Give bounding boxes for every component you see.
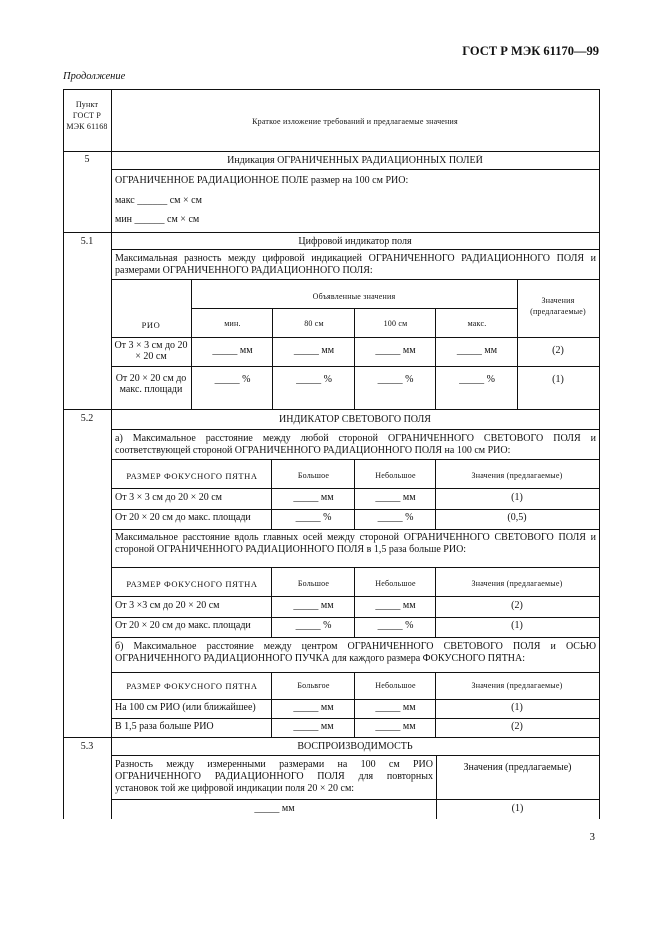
max-size-field: макс ______ см × см	[115, 195, 202, 206]
values-proposed-header: Значения (предлагаемые)	[471, 579, 563, 588]
section-text: Максимальная разность между цифровой индикацией ОГРАНИЧЕННОГО РАДИАЦИОННОГО ПОЛЯ и размерами ОГРАНИЧЕННОГО РАДИАЦИОННОГО ПОЛЯ:	[115, 253, 596, 276]
blank-field: _____ мм	[293, 721, 334, 732]
section-number: 5.2	[80, 413, 94, 424]
blank-field: _____ мм	[254, 803, 295, 814]
section-title: ИНДИКАТОР СВЕТОВОГО ПОЛЯ	[279, 414, 431, 425]
continuation-label: Продолжение	[63, 71, 126, 82]
blank-field: _____ мм	[375, 345, 416, 356]
large-header: Большое	[297, 579, 330, 588]
blank-field: _____ мм	[293, 702, 334, 713]
large-header: Большое	[297, 471, 330, 480]
row-label: От 3 × 3 см до 20 × 20 см	[115, 492, 222, 503]
page-number: 3	[589, 831, 595, 843]
focal-spot-header: РАЗМЕР ФОКУСНОГО ПЯТНА	[126, 681, 258, 691]
proposed-value: (1)	[511, 620, 523, 631]
blank-field: _____ мм	[375, 600, 416, 611]
blank-field: _____ %	[377, 374, 414, 385]
document-code: ГОСТ Р МЭК 61170—99	[462, 44, 599, 58]
proposed-value: (1)	[552, 374, 564, 385]
small-header: Небольшое	[375, 579, 416, 588]
values-proposed-header: Значения (предлагаемые)	[471, 681, 563, 690]
proposed-value: (2)	[552, 345, 564, 356]
blank-field: _____ мм	[375, 721, 416, 732]
section-text: а) Максимальное расстояние между любой стороной ОГРАНИЧЕННОГО СВЕТОВОГО ПОЛЯ и соответствующей стороной ОГРАНИЧЕННОГО РАДИАЦИОННОГО ПОЛЯ на 100 см РИО:	[115, 433, 596, 456]
section-title: Индикация ОГРАНИЧЕННЫХ РАДИАЦИОННЫХ ПОЛЕЙ	[227, 155, 483, 166]
blank-field: _____ мм	[375, 492, 416, 503]
values-proposed-header: Значения (предлагаемые)	[530, 296, 586, 316]
proposed-value: (2)	[511, 600, 523, 611]
row-label: От 20 × 20 см до макс. площади	[115, 512, 251, 523]
section-text: ОГРАНИЧЕННОЕ РАДИАЦИОННОЕ ПОЛЕ размер на 100 см РИО:	[115, 175, 409, 186]
proposed-value: (0,5)	[507, 512, 527, 523]
blank-field: _____ %	[214, 374, 251, 385]
blank-field: _____ мм	[456, 345, 498, 356]
section-title: ВОСПРОИЗВОДИМОСТЬ	[297, 741, 413, 752]
proposed-value: (1)	[511, 702, 523, 713]
small-header: Небольшое	[375, 681, 416, 690]
blank-field: _____ %	[296, 374, 332, 385]
blank-field: _____ мм	[293, 600, 334, 611]
section-number: 5.1	[80, 236, 94, 247]
requirements-table	[63, 89, 599, 819]
blank-field: _____ %	[295, 620, 332, 631]
rio-header: РИО	[141, 320, 161, 330]
section-text: Разность между измеренными размерами на 100 см РИО ОГРАНИЧЕННОГО РАДИАЦИОННОГО ПОЛЯ для повторных установок той же цифровой индикации поля 20 × 20 см:	[115, 759, 433, 794]
row-label: На 100 см РИО (или ближайшее)	[115, 702, 256, 713]
blank-field: _____ мм	[293, 492, 334, 503]
section-number: 5	[84, 154, 90, 165]
blank-field: _____ %	[459, 374, 495, 385]
col-header: 80 см	[304, 319, 324, 328]
focal-spot-header: РАЗМЕР ФОКУСНОГО ПЯТНА	[126, 579, 258, 589]
col-header: мин.	[224, 319, 241, 328]
section-text: б) Максимальное расстояние между центром ОГРАНИЧЕННОГО СВЕТОВОГО ПОЛЯ и ОСЬЮ ОГРАНИЧЕННОГО РАДИАЦИОННОГО ПУЧКА для каждого размера ФОКУСНОГО ПЯТНА:	[115, 641, 596, 664]
section-text: Максимальное расстояние вдоль главных осей между стороной ОГРАНИЧЕННОГО СВЕТОВОГО ПОЛЯ и стороной ОГРАНИЧЕННОГО РАДИАЦИОННОГО ПОЛЯ в 1,5 раза больше РИО:	[115, 532, 596, 555]
row-label: В 1,5 раза больше РИО	[115, 721, 214, 732]
blank-field: _____ мм	[212, 345, 253, 356]
focal-spot-header: РАЗМЕР ФОКУСНОГО ПЯТНА	[126, 471, 258, 481]
blank-field: _____ %	[377, 620, 414, 631]
blank-field: _____ %	[377, 512, 414, 523]
section-number: 5.3	[80, 741, 94, 752]
proposed-value: (1)	[511, 492, 523, 503]
proposed-value: (1)	[511, 803, 524, 814]
section-title: Цифровой индикатор поля	[298, 236, 412, 247]
values-proposed-header: Значения (предлагаемые)	[463, 762, 572, 773]
row-label: От 20 × 20 см до макс. площади	[115, 373, 187, 395]
row-label: От 20 × 20 см до макс. площади	[115, 620, 251, 631]
item-column-header: Пункт ГОСТ Р МЭК 61168	[66, 100, 108, 131]
small-header: Небольшое	[375, 471, 416, 480]
values-proposed-header: Значения (предлагаемые)	[471, 471, 563, 480]
proposed-value: (2)	[511, 721, 523, 732]
declared-values-header: Объявленные значения	[312, 292, 396, 301]
min-size-field: мин ______ см × см	[115, 214, 200, 225]
col-header: 100 см	[383, 319, 408, 328]
description-column-header: Краткое изложение требований и предлагаемые значения	[252, 117, 458, 126]
row-label: От 3 × 3 см до 20 × 20 см	[114, 340, 188, 362]
blank-field: _____ мм	[293, 345, 335, 356]
row-label: От 3 ×3 см до 20 × 20 см	[115, 600, 220, 611]
large-header: Больвгое	[297, 681, 330, 690]
blank-field: _____ %	[295, 512, 332, 523]
col-header: макс.	[467, 319, 487, 328]
blank-field: _____ мм	[375, 702, 416, 713]
